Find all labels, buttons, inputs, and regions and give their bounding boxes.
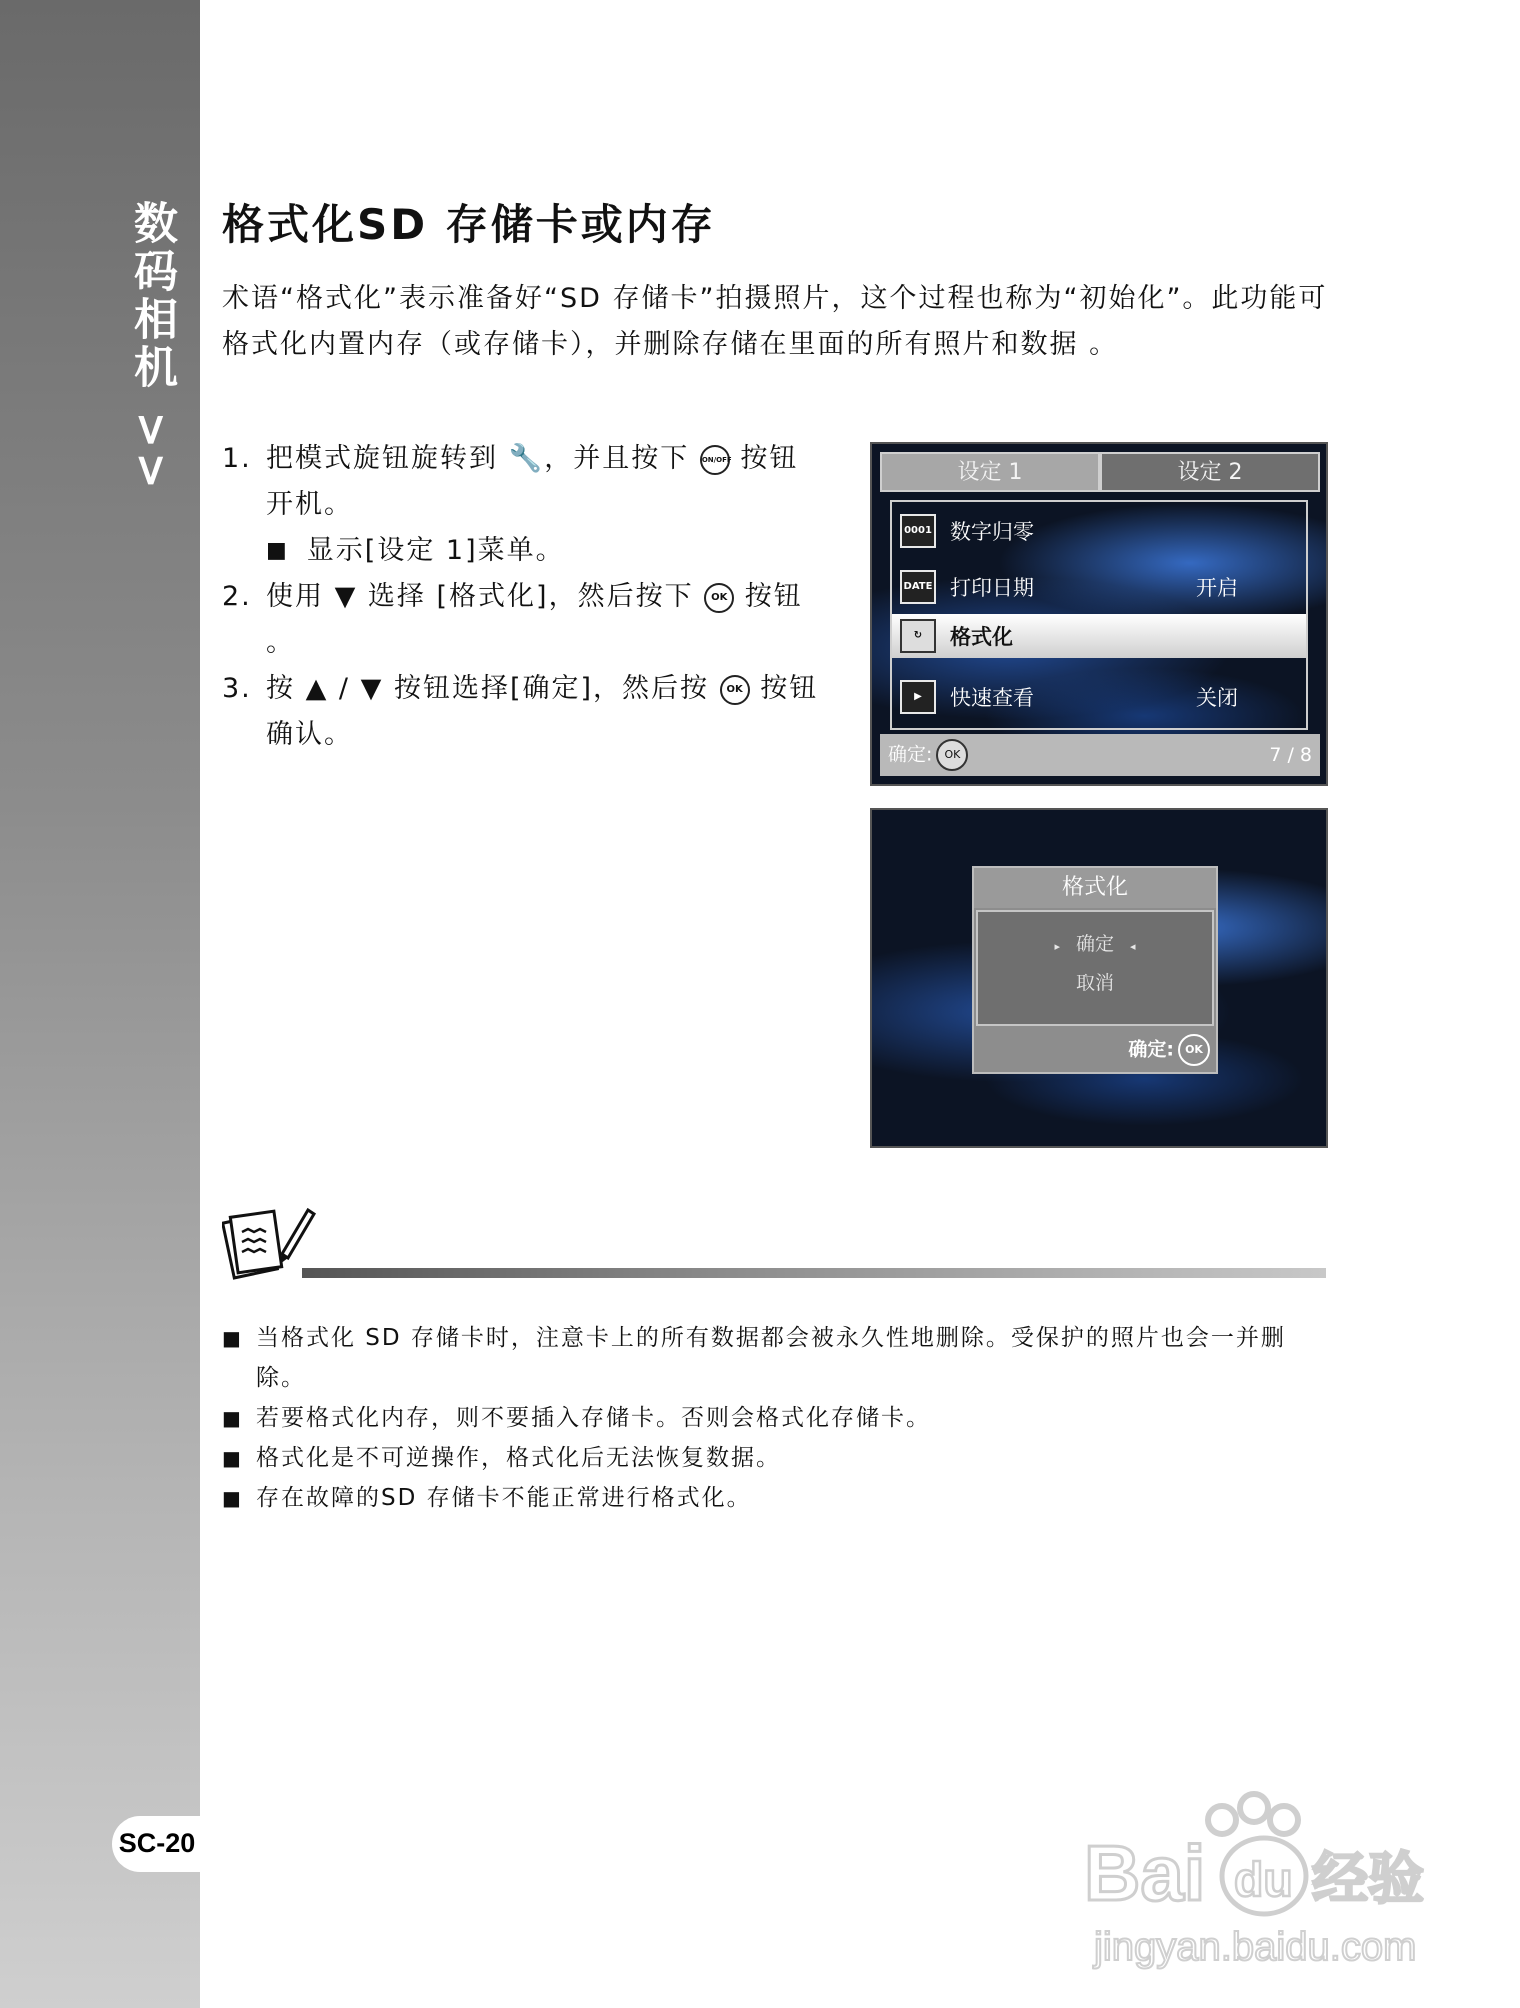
note-item: ■ 当格式化 SD 存储卡时，注意卡上的所有数据都会被永久性地删除。受保护的照片也会一并删除。	[222, 1318, 1332, 1398]
menu-item-quick-view: ▶ 快速查看 关闭	[892, 672, 1306, 722]
step-2	[222, 574, 822, 666]
step-text: ，并且按下	[544, 443, 690, 474]
step-text: 按 ▲ / ▼ 按钮选择[确定]，然后按	[266, 673, 710, 704]
bullet-square-icon: ■	[222, 1446, 243, 1470]
baidu-watermark-logo	[1074, 1780, 1434, 1980]
step-number: 1.	[222, 443, 252, 474]
confirm-label: 确定:	[888, 743, 933, 766]
page-title: 格式化SD 存储卡或内存	[222, 200, 716, 249]
step-text: 按钮开机。	[266, 443, 799, 520]
step-text: 按钮 。	[266, 581, 803, 658]
svg-text:du: du	[1234, 1854, 1293, 1907]
dialog-options	[976, 910, 1214, 1026]
right-arrow-icon: ▸	[1054, 940, 1060, 953]
bullet-square-icon: ■	[222, 1406, 243, 1430]
menu-item-file-reset: 0001 数字归零	[892, 506, 1306, 556]
format-icon: ↻	[900, 619, 936, 653]
svg-text:Bai: Bai	[1084, 1829, 1206, 1917]
step-text: 按钮确认。	[266, 673, 819, 750]
dialog-title: 格式化	[974, 868, 1216, 908]
ok-button-icon: OK	[720, 675, 750, 705]
camera-menu-screenshot	[870, 442, 1328, 786]
dialog-footer	[1128, 1034, 1210, 1066]
confirm-label: 确定:	[1128, 1038, 1174, 1061]
note-item: ■ 若要格式化内存，则不要插入存储卡。否则会格式化存储卡。	[222, 1398, 1332, 1438]
step-3	[222, 666, 822, 758]
step-number: 2.	[222, 581, 252, 612]
bullet-square-icon: ■	[222, 1326, 243, 1350]
intro-paragraph: 术语“格式化”表示准备好“SD 存储卡”拍摄照片，这个过程也称为“初始化”。此功能可格式化内置内存（或存储卡），并删除存储在里面的所有照片和数据 。	[222, 283, 1328, 360]
menu-list	[890, 500, 1308, 730]
ok-icon: OK	[936, 739, 968, 771]
tab-setup-1: 设定 1	[880, 452, 1100, 492]
left-arrow-icon: ◂	[1130, 940, 1136, 953]
step-text: 使用 ▼ 选择 [格式化]，然后按下	[266, 581, 694, 612]
format-dialog-screenshot	[870, 808, 1328, 1148]
ok-icon: OK	[1178, 1034, 1210, 1066]
menu-item-print-date: DATE 打印日期 开启	[892, 562, 1306, 612]
tab-setup-2: 设定 2	[1100, 452, 1320, 492]
step-text: 把模式旋钮旋转到	[266, 443, 498, 474]
step-number: 3.	[222, 673, 252, 704]
bullet-square-icon: ■	[222, 1486, 243, 1510]
ok-button-icon: OK	[704, 583, 734, 613]
menu-tab-bar	[880, 452, 1320, 492]
option-cancel: 取消	[1075, 972, 1114, 994]
bullet-square-icon: ■	[266, 538, 289, 563]
page-number: SC-20	[118, 1828, 196, 1858]
step-sub-text: 显示[设定 1]菜单。	[306, 535, 565, 566]
file-number-icon: 0001	[900, 514, 936, 548]
svg-text:经验: 经验	[1312, 1847, 1424, 1912]
page-indicator: 7 / 8	[1269, 744, 1312, 766]
step-1	[222, 436, 822, 528]
steps-list	[222, 436, 822, 758]
menu-footer	[880, 734, 1320, 776]
watermark-url: jingyan.baidu.com	[1094, 1925, 1417, 1969]
setup-mode-icon: 🔧	[508, 443, 545, 474]
format-dialog	[972, 866, 1218, 1074]
note-item: ■ 格式化是不可逆操作，格式化后无法恢复数据。	[222, 1438, 1332, 1478]
step-1-sub	[222, 528, 822, 574]
menu-item-format: ↻ 格式化	[892, 614, 1306, 658]
sidebar	[0, 0, 200, 2008]
sidebar-title: 数码相机 >>	[126, 200, 177, 494]
notes-list	[222, 1318, 1332, 1518]
note-item: ■ 存在故障的SD 存储卡不能正常进行格式化。	[222, 1478, 1332, 1518]
note-divider	[302, 1268, 1326, 1278]
date-icon: DATE	[900, 570, 936, 604]
option-confirm: ▸ 确定 ◂	[1054, 933, 1136, 955]
power-button-icon: ON/OFF	[700, 445, 730, 475]
play-icon: ▶	[900, 680, 936, 714]
